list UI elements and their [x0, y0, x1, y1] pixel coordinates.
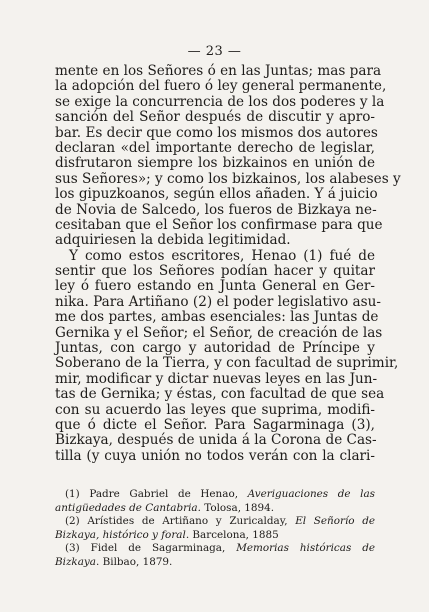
text-line: Juntas, con cargo y autoridad de Príncipe y — [55, 340, 375, 357]
text-line: ley ó fuero estando en Junta General en Ger- — [55, 278, 375, 295]
text-line: nika. Para Artiñano (2) el poder legislativo asu- — [55, 293, 381, 310]
text-line: tas de Gernika; y éstas, con facultad de que sea — [55, 386, 385, 403]
text-line: la adopción del fuero ó ley general permanente, — [55, 78, 387, 95]
text-line: disfrutaron siempre los bizkainos en unión de — [55, 155, 375, 172]
text-line: sus Señores»; y como los bizkainos, los alabeses y — [55, 170, 401, 187]
footnote-1: (1) Padre Gabriel de Henao, Averiguaciones de las — [65, 488, 375, 500]
footnote-2: (2) Arístides de Artiñano y Zuricalday, El Señorío de — [65, 515, 376, 528]
text-line: de Novia de Salcedo, los fueros de Bizkaya ne- — [55, 201, 377, 218]
body-text — [55, 63, 401, 464]
text-line: cesitaban que el Señor los confirmase para que — [55, 216, 383, 233]
text-line: que ó dicte el Señor. Para Sagarminaga (3), — [55, 416, 375, 433]
text-line: tilla (y cuya unión no todos verán con la clari- — [55, 447, 375, 464]
text-line: sentir que los Señores podían hacer y quitar — [55, 263, 375, 280]
text-line: Gernika y el Señor; el Señor, de creación de las — [55, 324, 383, 341]
footnote-3: (3) Fidel de Sagarminaga, Memorias históricas de — [65, 542, 375, 555]
text-line: bar. Es decir que como los mismos dos autores — [55, 124, 378, 141]
text-line: mir, modificar y dictar nuevas leyes en las Jun- — [55, 370, 378, 387]
text-line: me dos partes, ambas esenciales: las Juntas de — [55, 309, 379, 326]
footnote-1-cont: antigüedades de Cantabria. Tolosa, 1894. — [55, 501, 275, 514]
text-line: adquiriesen la debida legitimidad. — [55, 232, 291, 249]
text-line: los gipuzkoanos, según ellos añaden. Y á juicio — [55, 186, 378, 203]
text-line: declaran «del importante derecho de legislar, — [55, 139, 375, 156]
text-line: con su acuerdo las leyes que suprima, modifi- — [55, 401, 375, 418]
page-number: — 23 — — [187, 44, 242, 59]
text-line: Y como estos escritores, Henao (1) fué de — [69, 247, 375, 264]
footnotes — [55, 488, 375, 570]
text-line: Soberano de la Tierra, y con facultad de suprimir, — [55, 355, 399, 372]
footnote-2-cont: Bizkaya, histórico y foral. Barcelona, 1885 — [55, 528, 279, 541]
footnote-3-cont: Bizkaya. Bilbao, 1879. — [55, 555, 173, 568]
text-line: Bizkaya, después de unida á la Corona de Cas- — [55, 432, 377, 449]
text-line: mente en los Señores ó en las Juntas; mas para — [55, 63, 382, 79]
text-line: se exige la concurrencia de los dos poderes y la — [55, 93, 385, 110]
text-line: sanción del Señor después de discutir y apro- — [55, 109, 375, 126]
